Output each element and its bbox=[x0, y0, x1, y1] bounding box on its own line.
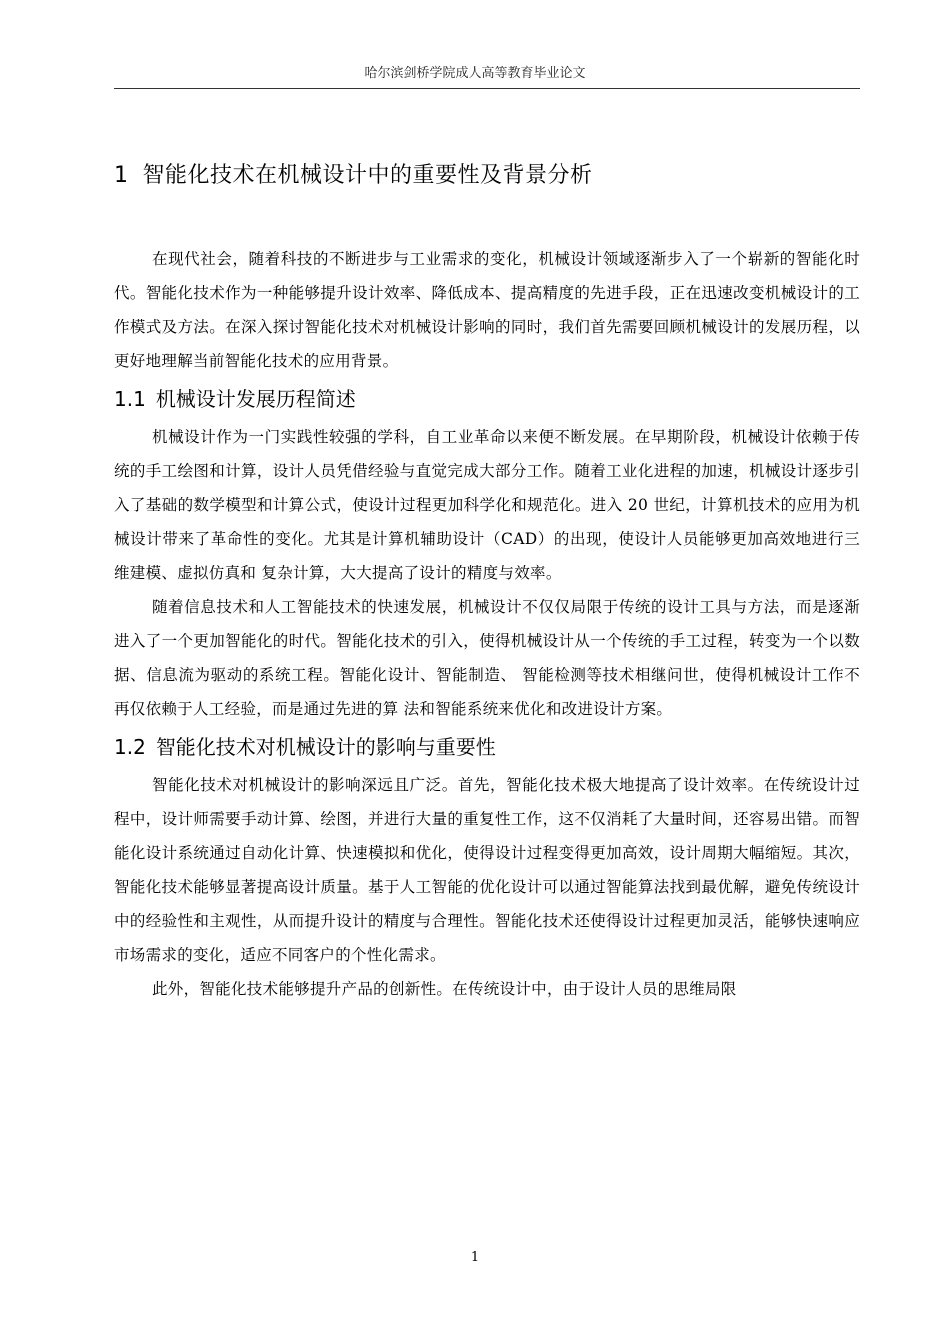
page-number: 1 bbox=[470, 1250, 480, 1265]
section-heading-1-2 bbox=[114, 730, 860, 764]
body-paragraph: 机械设计作为一门实践性较强的学科，自工业革命以来便不断发展。在早期阶段，机械设计依赖于传统的手工绘图和计算，设计人员凭借经验与直觉完成大部分工作。随着工业化进程的加速，机械设计逐步引入了基础的数学模型和计算公式，使设计过程更加科学化和规范化。进入 20 世纪，计算机技术的应用为机械设计带来了革命性的变化。尤其是计算机辅助设计（CAD）的出现，使设计人员能够更加高效地进行三维建模、虚拟仿真和 复杂计算，大大提高了设计的精度与效率。 bbox=[114, 428, 860, 582]
spacer bbox=[114, 196, 860, 242]
body-paragraph: 此外，智能化技术能够提升产品的创新性。在传统设计中，由于设计人员的思维局限 bbox=[151, 980, 737, 998]
page-content bbox=[114, 156, 860, 1006]
chapter-title: 智能化技术在机械设计中的重要性及背景分析 bbox=[142, 163, 593, 188]
chapter-heading bbox=[114, 156, 860, 196]
section-heading-1-1 bbox=[114, 382, 860, 416]
section-title: 智能化技术对机械设计的影响与重要性 bbox=[155, 735, 496, 759]
header-rule bbox=[114, 88, 860, 89]
section-number: 1.2 bbox=[114, 735, 146, 759]
body-paragraph: 随着信息技术和人工智能技术的快速发展，机械设计不仅仅局限于传统的设计工具与方法，而是逐渐进入了一个更加智能化的时代。智能化技术的引入，使得机械设计从一个传统的手工过程，转变为一个以数据、信息流为驱动的系统工程。智能化设计、智能制造、 智能检测等技术相继问世，使得机械设计工作不再仅依赖于人工经验，而是通过先进的算 法和智能系统来优化和改进设计方案。 bbox=[114, 598, 860, 718]
body-paragraph: 智能化技术对机械设计的影响深远且广泛。首先，智能化技术极大地提高了设计效率。在传统设计过程中，设计师需要手动计算、绘图，并进行大量的重复性工作，这不仅消耗了大量时间，还容易出错。而智能化设计系统通过自动化计算、快速模拟和优化，使得设计过程变得更加高效，设计周期大幅缩短。其次，智能化技术能够显著提高设计质量。基于人工智能的优化设计可以通过智能算法找到最优解，避免传统设计中的经验性和主观性，从而提升设计的精度与合理性。智能化技术还使得设计过程更加灵活，能够快速响应市场需求的变化，适应不同客户的个性化需求。 bbox=[114, 776, 860, 964]
chapter-number: 1 bbox=[114, 163, 129, 188]
chapter-intro-paragraph: 在现代社会，随着科技的不断进步与工业需求的变化，机械设计领域逐渐步入了一个崭新的智能化时代。智能化技术作为一种能够提升设计效率、降低成本、提高精度的先进手段，正在迅速改变机械设计的工作模式及方法。在深入探讨智能化技术对机械设计影响的同时，我们首先需要回顾机械设计的发展历程，以更好地理解当前智能化技术的应用背景。 bbox=[114, 250, 860, 370]
section-title: 机械设计发展历程简述 bbox=[155, 387, 356, 411]
running-header: 哈尔滨剑桥学院成人高等教育毕业论文 bbox=[364, 66, 586, 81]
section-number: 1.1 bbox=[114, 387, 146, 411]
